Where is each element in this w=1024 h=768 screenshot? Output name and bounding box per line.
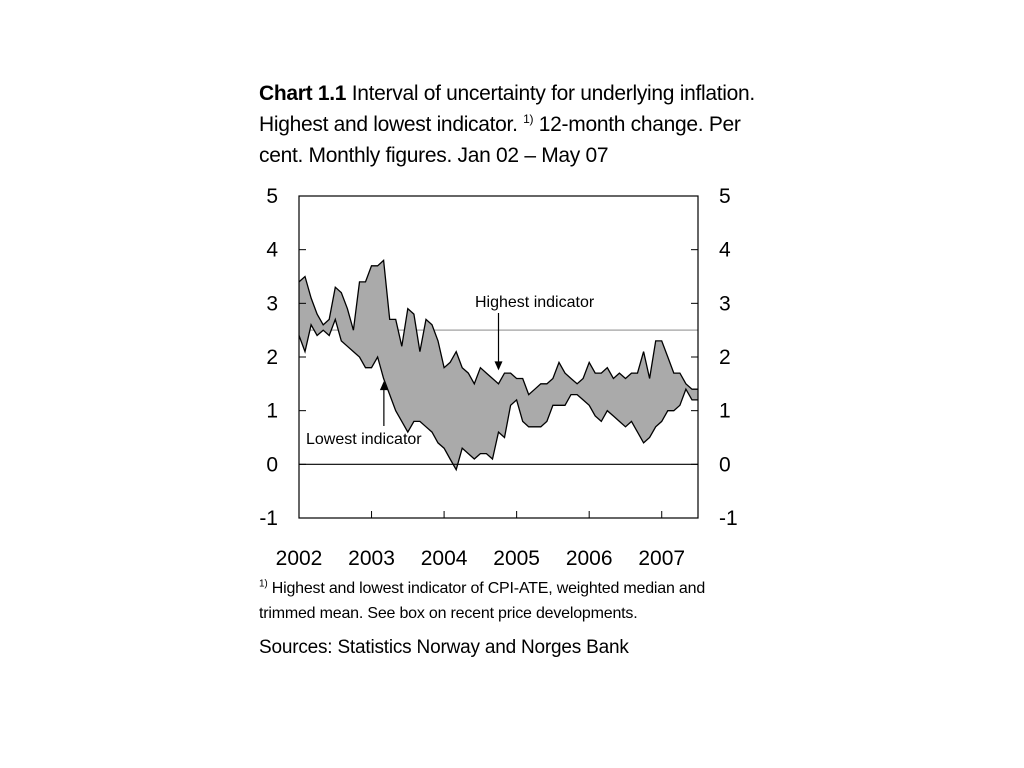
- chart-title-text: Interval of uncertainty for underlying inflation. Highest and lowest indicator.: [259, 82, 755, 136]
- sources-note: Sources: Statistics Norway and Norges Bank: [259, 637, 629, 658]
- y-tick-label-right: 2: [719, 346, 731, 369]
- y-tick-label-right: 4: [719, 238, 731, 262]
- annotation-lowest-label: Lowest indicator: [306, 431, 422, 448]
- y-tick-label-right: 0: [719, 453, 731, 477]
- y-tick-label-right: -1: [719, 507, 738, 530]
- y-tick-label-right: 1: [719, 399, 731, 423]
- y-tick-label-left: 3: [266, 292, 278, 316]
- x-tick-label: 2002: [275, 547, 323, 570]
- y-tick-label-left: 5: [266, 185, 278, 208]
- x-tick-label: 2007: [638, 547, 686, 570]
- chart-title-note: 1): [523, 112, 534, 126]
- footnote-marker: 1): [259, 578, 268, 590]
- y-tick-label-left: -1: [259, 507, 278, 530]
- y-tick-label-left: 0: [266, 453, 278, 477]
- chart-subtitle: 12-month change. Per cent. Monthly figures. Jan 02 – May 07: [259, 113, 741, 167]
- footnote-text: Highest and lowest indicator of CPI-ATE, weighted median and trimmed mean. See box on recent price developments.: [259, 580, 706, 622]
- x-tick-label: 2003: [348, 547, 395, 570]
- y-tick-label-left: 2: [266, 346, 278, 369]
- y-tick-label-left: 1: [266, 399, 278, 423]
- x-tick-label: 2006: [565, 547, 613, 570]
- x-tick-label: 2004: [420, 547, 468, 570]
- annotation-highest-label: Highest indicator: [475, 294, 595, 311]
- y-tick-label-right: 5: [719, 185, 731, 208]
- chart-title-bold: Chart 1.1: [259, 82, 347, 105]
- x-tick-label: 2005: [493, 547, 540, 570]
- footnote: [259, 576, 759, 626]
- y-tick-label-left: 4: [266, 238, 278, 262]
- annotation-highest-arrowhead: [495, 361, 503, 370]
- y-tick-label-right: 3: [719, 292, 731, 316]
